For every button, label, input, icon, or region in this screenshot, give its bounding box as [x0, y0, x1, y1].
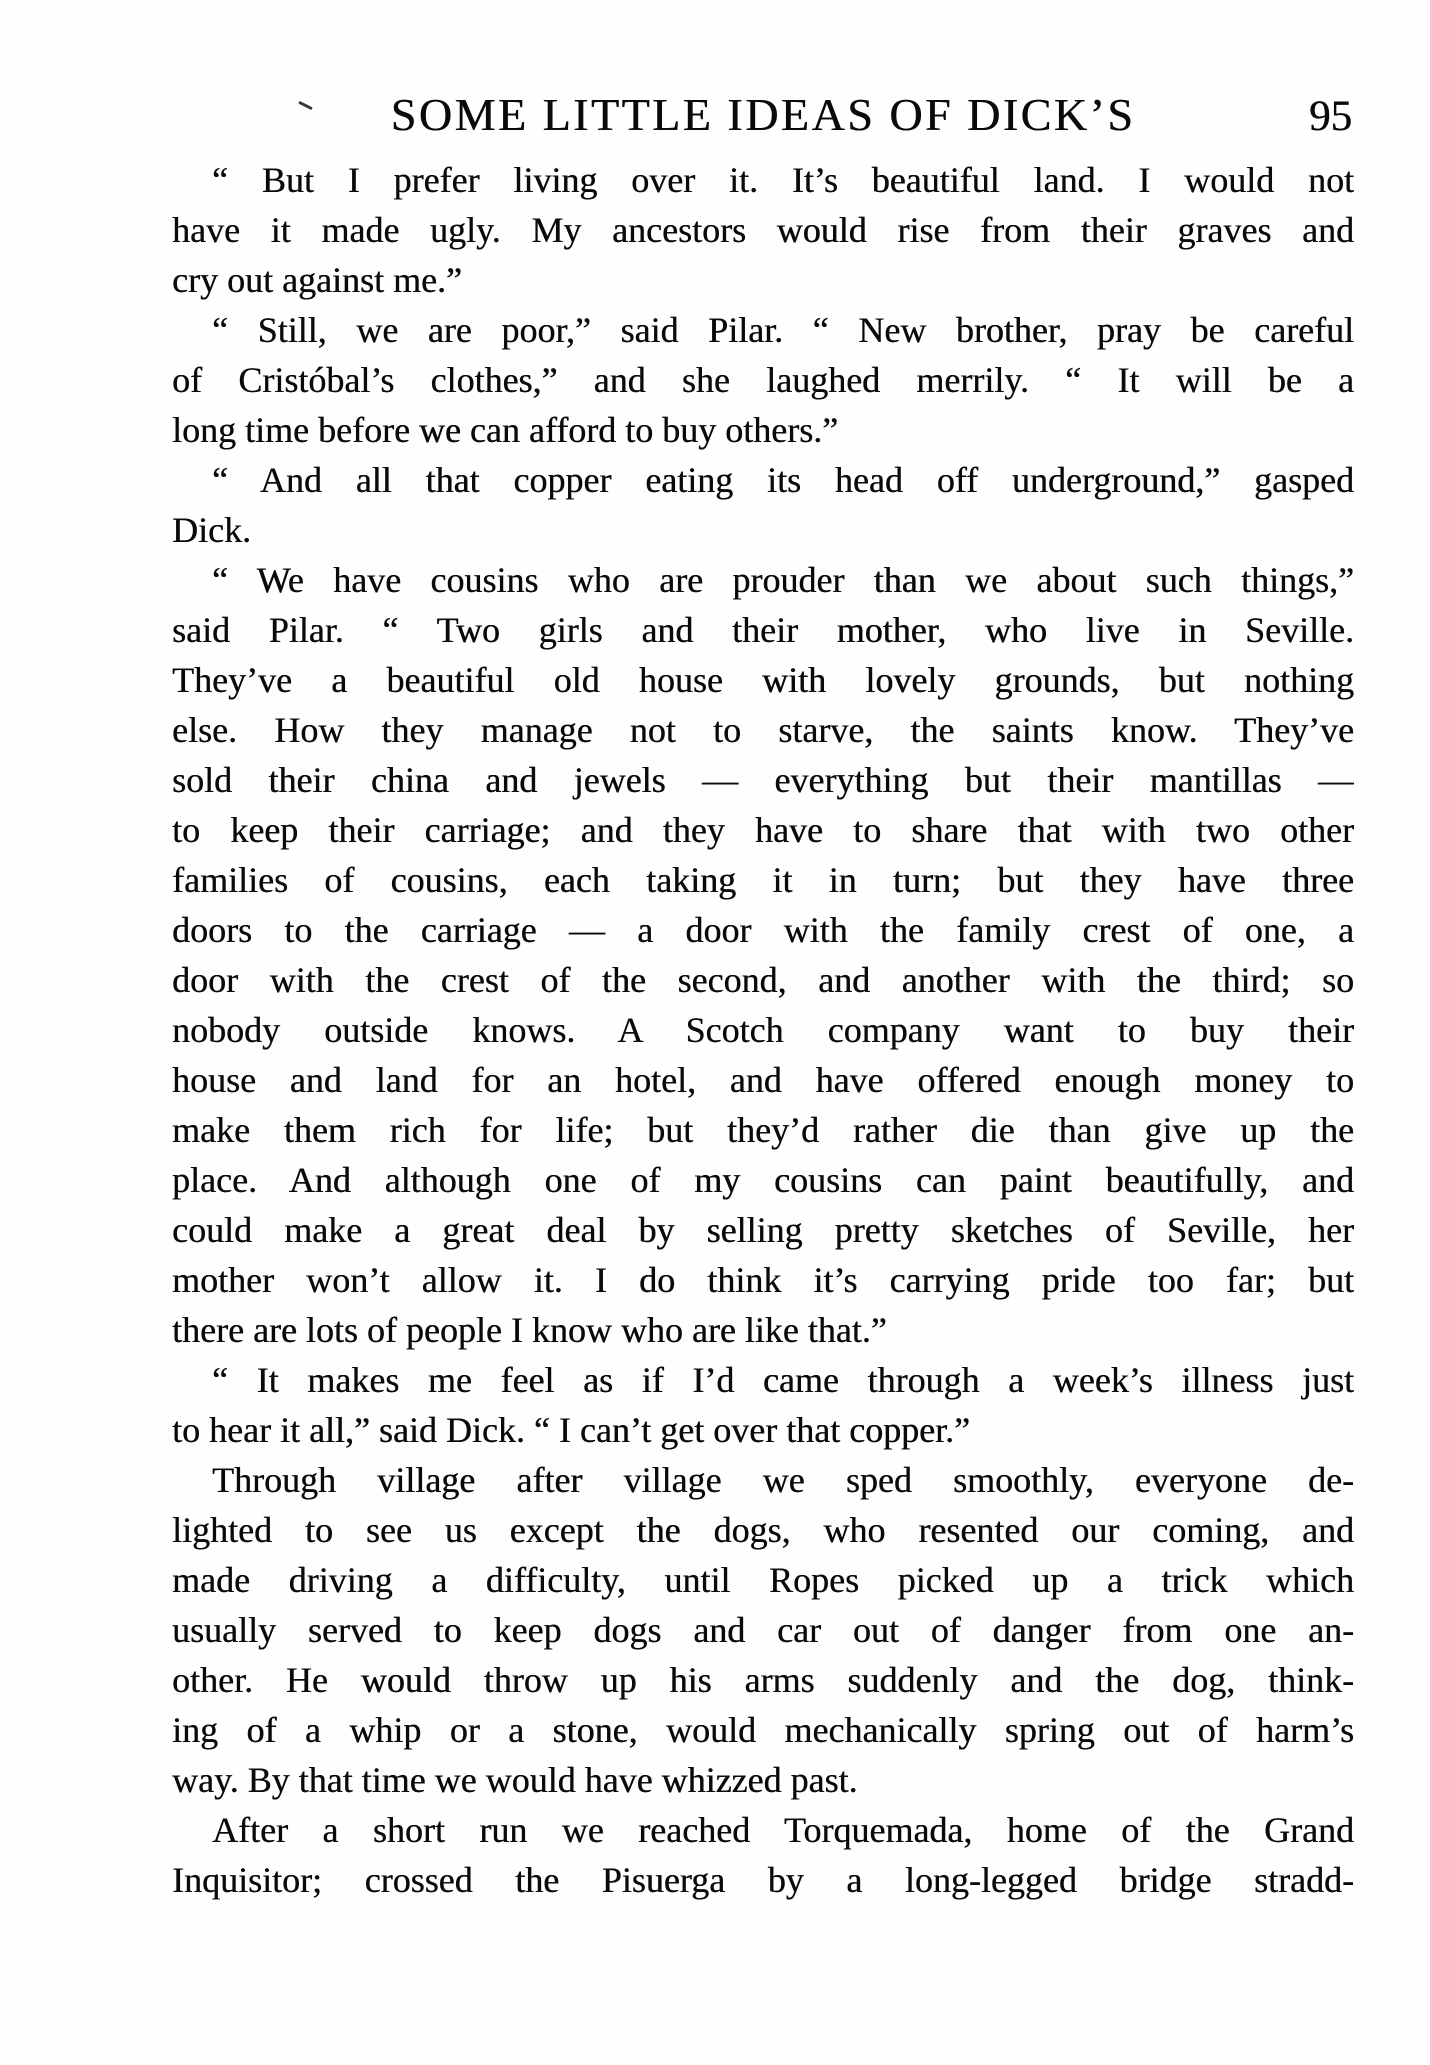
- text-line: to hear it all,” said Dick. “ I can’t get over that copper.”: [172, 1410, 971, 1450]
- paragraph: [172, 155, 1354, 305]
- text-line: “ We have cousins who are prouder than we about such things,”: [212, 560, 1354, 600]
- text-line: sold their china and jewels — everything but their mantillas —: [172, 760, 1354, 800]
- paragraph: [172, 305, 1354, 455]
- text-line: could make a great deal by selling pretty sketches of Seville, her: [172, 1210, 1354, 1250]
- page-number: 95: [1309, 93, 1352, 140]
- text-line: doors to the carriage — a door with the family crest of one, a: [172, 910, 1354, 950]
- text-line: house and land for an hotel, and have offered enough money to: [172, 1060, 1354, 1100]
- text-line: place. And although one of my cousins can paint beautifully, and: [172, 1160, 1354, 1200]
- paragraph: [172, 1455, 1354, 1805]
- text-line: “ But I prefer living over it. It’s beautiful land. I would not: [212, 160, 1354, 200]
- text-line: other. He would throw up his arms suddenly and the dog, think-: [172, 1660, 1354, 1700]
- text-line: door with the crest of the second, and another with the third; so: [172, 960, 1354, 1000]
- text-block: [172, 155, 1354, 1905]
- text-line: Through village after village we sped smoothly, everyone de-: [212, 1460, 1354, 1500]
- text-line: Dick.: [172, 510, 251, 550]
- text-line: Inquisitor; crossed the Pisuerga by a long-legged bridge stradd-: [172, 1860, 1354, 1900]
- text-line: make them rich for life; but they’d rather die than give up the: [172, 1110, 1354, 1150]
- text-line: nobody outside knows. A Scotch company want to buy their: [172, 1010, 1354, 1050]
- paragraph: [172, 1805, 1354, 1905]
- text-line: lighted to see us except the dogs, who resented our coming, and: [172, 1510, 1354, 1550]
- text-line: have it made ugly. My ancestors would rise from their graves and: [172, 210, 1354, 250]
- text-line: After a short run we reached Torquemada, home of the Grand: [212, 1810, 1354, 1850]
- paragraph: [172, 1355, 1354, 1455]
- text-line: made driving a difficulty, until Ropes picked up a trick which: [172, 1560, 1354, 1600]
- running-title: SOME LITTLE IDEAS OF DICK’S: [390, 89, 1136, 140]
- text-line: “ Still, we are poor,” said Pilar. “ New brother, pray be careful: [212, 310, 1354, 350]
- text-line: said Pilar. “ Two girls and their mother, who live in Seville.: [172, 610, 1354, 650]
- running-head: [172, 88, 1354, 142]
- text-line: of Cristóbal’s clothes,” and she laughed merrily. “ It will be a: [172, 360, 1354, 400]
- text-line: families of cousins, each taking it in turn; but they have three: [172, 860, 1354, 900]
- text-line: cry out against me.”: [172, 260, 462, 300]
- paragraph: [172, 555, 1354, 1355]
- text-line: They’ve a beautiful old house with lovely grounds, but nothing: [172, 660, 1354, 700]
- text-line: mother won’t allow it. I do think it’s carrying pride too far; but: [172, 1260, 1354, 1300]
- text-line: long time before we can afford to buy others.”: [172, 410, 839, 450]
- text-line: “ And all that copper eating its head off underground,” gasped: [212, 460, 1354, 500]
- text-line: “ It makes me feel as if I’d came through a week’s illness just: [212, 1360, 1354, 1400]
- text-line: there are lots of people I know who are like that.”: [172, 1310, 887, 1350]
- text-line: usually served to keep dogs and car out of danger from one an-: [172, 1610, 1354, 1650]
- text-line: way. By that time we would have whizzed past.: [172, 1760, 858, 1800]
- text-line: ing of a whip or a stone, would mechanically spring out of harm’s: [172, 1710, 1354, 1750]
- text-line: else. How they manage not to starve, the saints know. They’ve: [172, 710, 1354, 750]
- paragraph: [172, 455, 1354, 555]
- text-line: to keep their carriage; and they have to share that with two other: [172, 810, 1354, 850]
